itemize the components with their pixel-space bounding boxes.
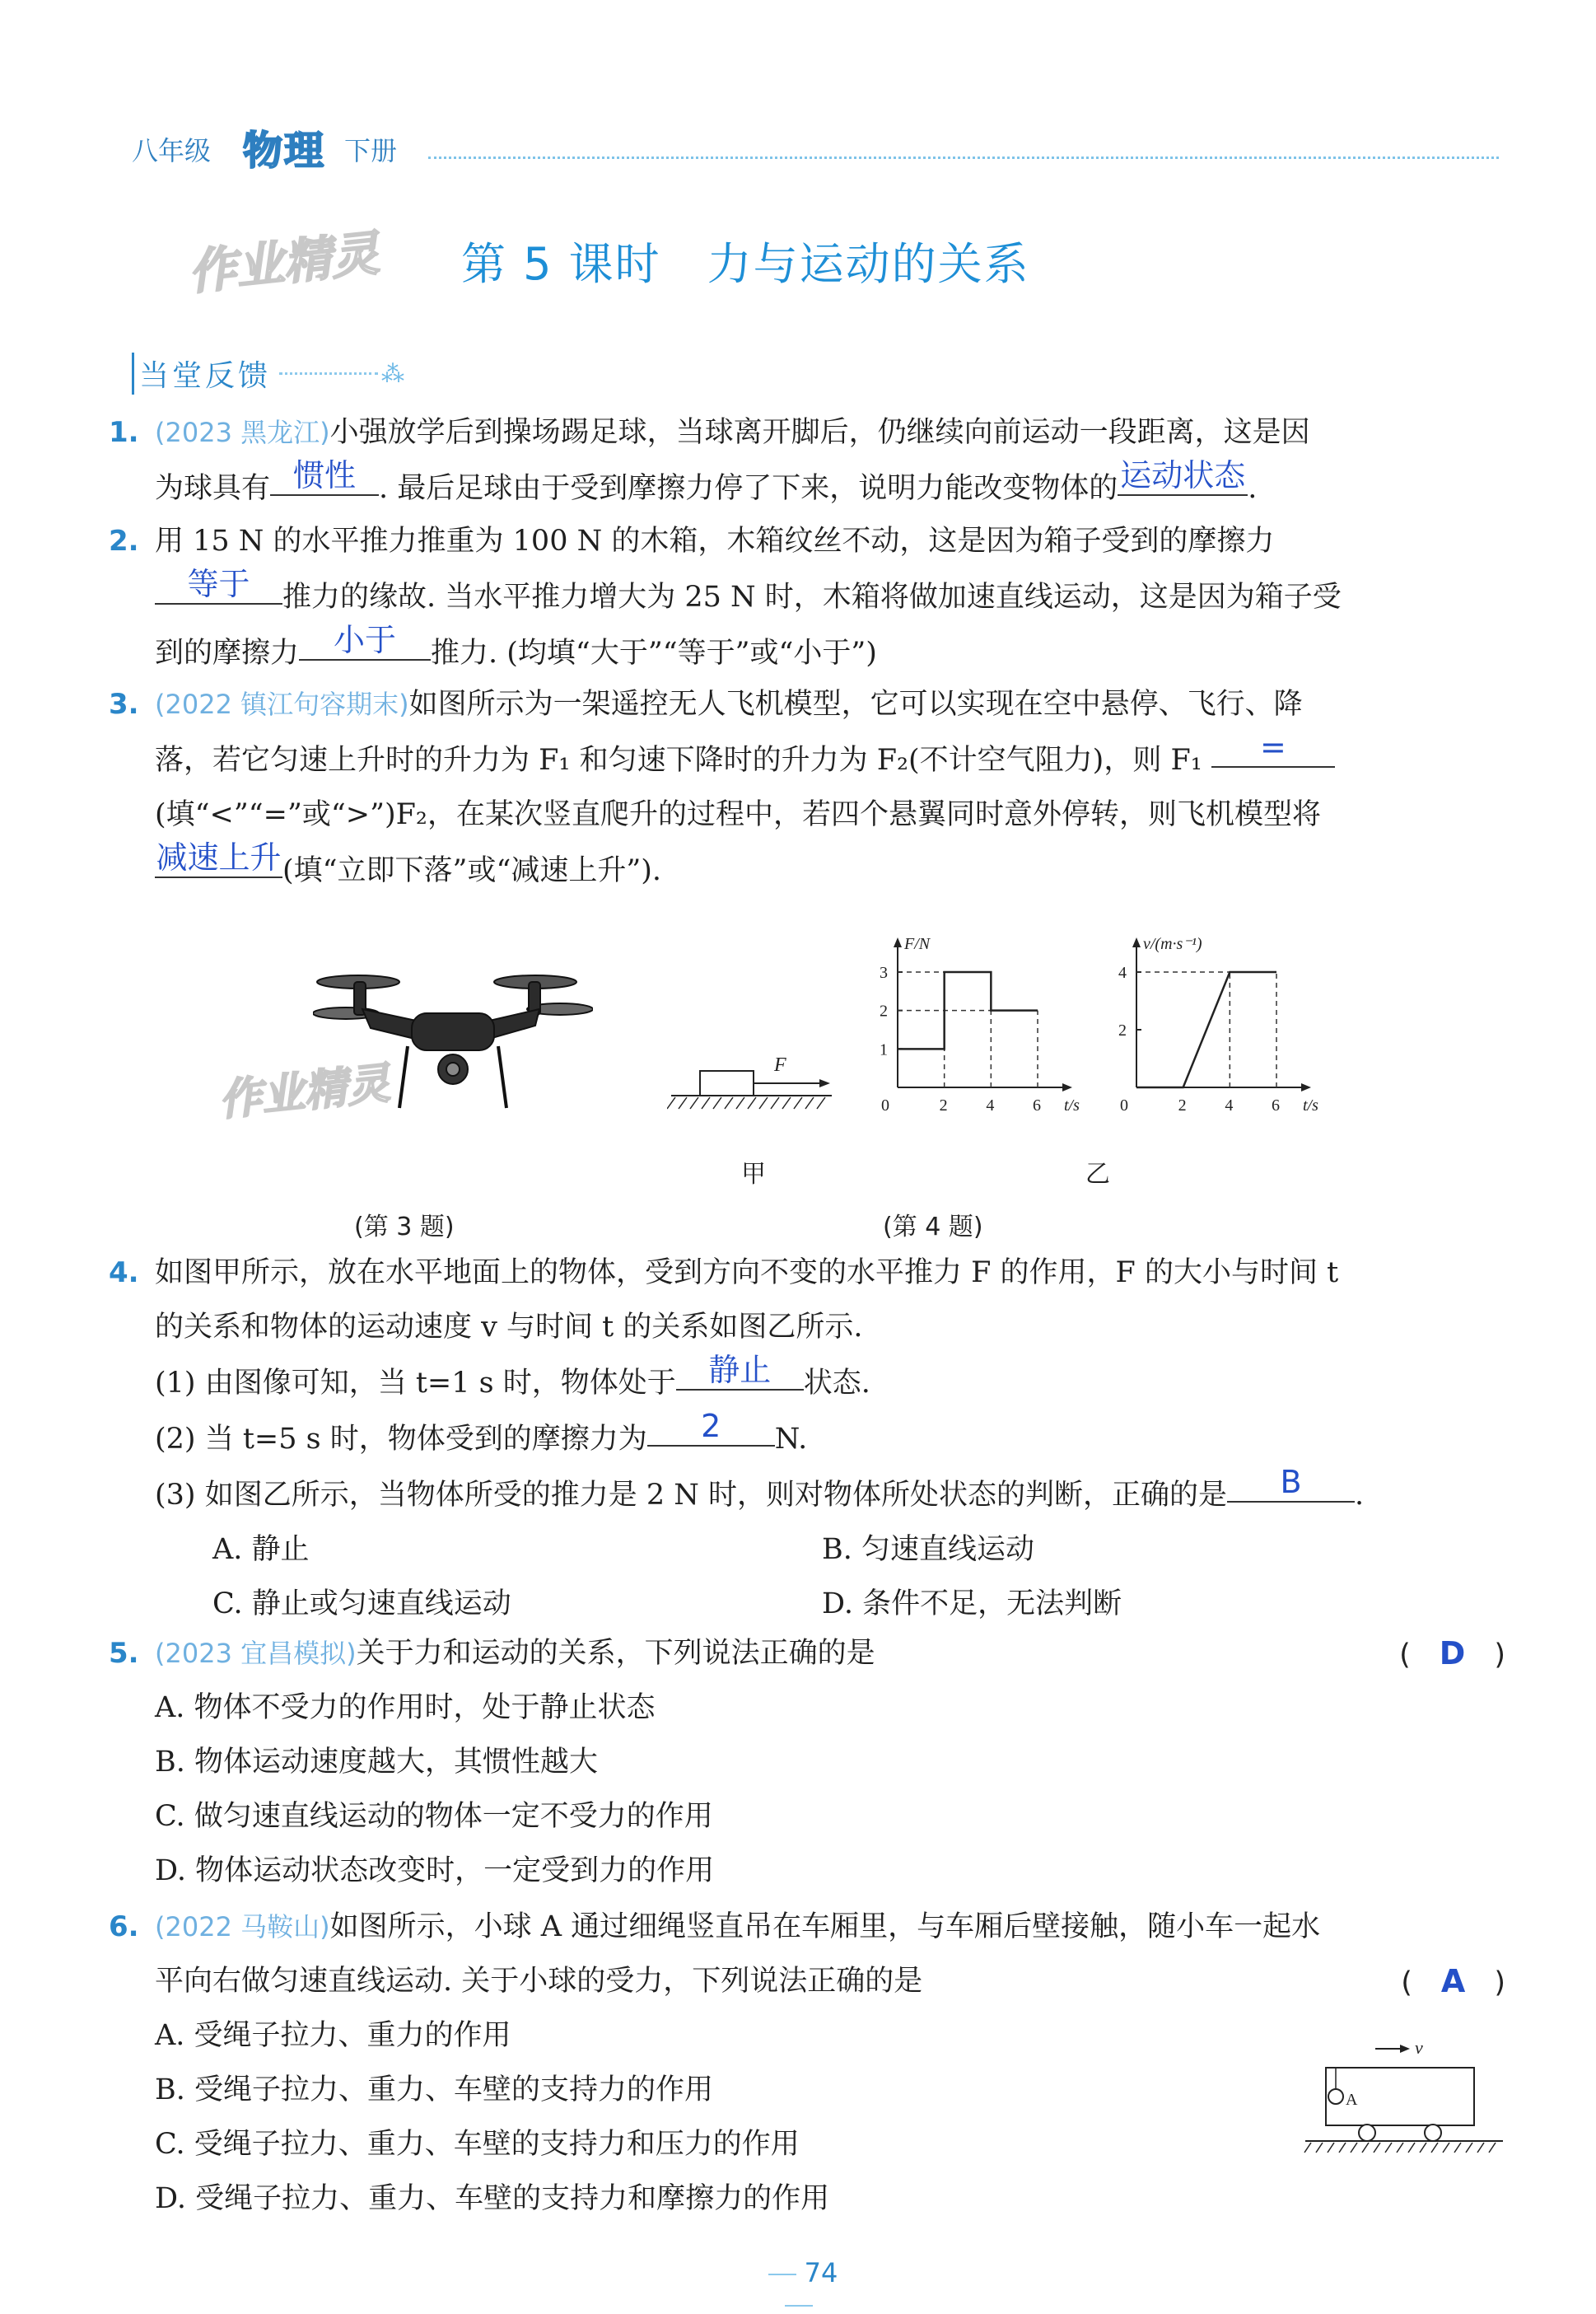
sub-question-text: (3) 如图乙所示，当物体所受的推力是 2 N 时，则对物体所处状态的判断，正确的是 xyxy=(155,1479,1227,1512)
x-tick-label: 2 xyxy=(1178,1096,1187,1115)
option-c: C. 受绳子拉力、重力、车壁的支持力和压力的作用 xyxy=(155,2128,800,2161)
sub-question-text: N. xyxy=(774,1423,808,1456)
x-tick-label: 4 xyxy=(986,1096,995,1115)
ground-hatching xyxy=(667,1097,825,1109)
question-number: 6. xyxy=(109,1910,139,1943)
answer-parentheses: ( A ) xyxy=(1401,1963,1505,1999)
header-subject: 物理 xyxy=(243,128,326,174)
velocity-label: v xyxy=(1415,2037,1423,2058)
answer-blank xyxy=(1227,1466,1355,1503)
section-label: 当堂反馈 xyxy=(132,353,271,395)
x-axis-label: t/s xyxy=(1303,1096,1318,1115)
wheel-right xyxy=(1425,2125,1441,2141)
arrowhead xyxy=(1400,2045,1410,2053)
sub-question-text: (1) 由图像可知，当 t=1 s 时，物体处于 xyxy=(155,1367,676,1400)
question-text: 的关系和物体的运动速度 v 与时间 t 的关系如图乙所示. xyxy=(155,1311,863,1344)
header-rule xyxy=(428,157,1499,159)
section-divider xyxy=(279,372,378,375)
question-text: 推力. (均填“大于”“等于”或“小于”) xyxy=(431,637,877,670)
y-axis-arrow xyxy=(1132,937,1141,947)
velocity-time-graph xyxy=(1095,923,1342,1120)
handwritten-answer: 2 xyxy=(701,1408,721,1444)
ball-label: A xyxy=(1346,2091,1358,2109)
answer-blank xyxy=(299,624,431,661)
choice-answer: D xyxy=(1439,1635,1466,1671)
question-text: 平向右做匀速直线运动. 关于小球的受力，下列说法正确的是 xyxy=(155,1965,923,1998)
answer-blank xyxy=(647,1410,775,1447)
question-4 xyxy=(109,1246,1505,1631)
answer-blank xyxy=(155,568,282,605)
watermark-figure: 作业精灵 xyxy=(217,1059,393,1126)
ground-hatching xyxy=(1304,2143,1496,2153)
block xyxy=(700,1071,754,1096)
handwritten-answer: 减速上升 xyxy=(156,839,282,876)
option-a: A. 物体不受力的作用时，处于静止状态 xyxy=(155,1691,656,1724)
force-label: F xyxy=(774,1054,786,1076)
question-5 xyxy=(109,1626,1505,1898)
sub-question-text: 状态. xyxy=(803,1367,870,1400)
question-source: (2023 黑龙江) xyxy=(155,417,330,448)
sub-question-text: . xyxy=(1354,1479,1365,1512)
option-b: B. 受绳子拉力、重力、车壁的支持力的作用 xyxy=(155,2073,713,2106)
page-number-text: 74 xyxy=(804,2257,838,2288)
x-tick-label: 4 xyxy=(1225,1096,1234,1115)
option-b: B. 匀速直线运动 xyxy=(822,1533,1034,1566)
force-time-graph xyxy=(856,923,1095,1120)
option-d: D. 条件不足，无法判断 xyxy=(822,1587,1122,1620)
y-axis-label: F/N xyxy=(904,935,931,953)
answer-blank xyxy=(270,457,379,496)
arrowhead xyxy=(819,1079,830,1087)
figure-caption-4: (第 4 题) xyxy=(883,1213,983,1241)
option-c: C. 做匀速直线运动的物体一定不受力的作用 xyxy=(155,1800,713,1833)
ball xyxy=(1328,2089,1343,2104)
option-d: D. 物体运动状态改变时，一定受到力的作用 xyxy=(155,1854,715,1887)
option-d: D. 受绳子拉力、重力、车壁的支持力和摩擦力的作用 xyxy=(155,2182,830,2215)
option-a: A. 受绳子拉力、重力的作用 xyxy=(155,2019,511,2052)
question-text: 推力的缘故. 当水平推力增大为 25 N 时，木箱将做加速直线运动，这是因为箱子受 xyxy=(282,581,1342,614)
y-tick-label: 2 xyxy=(1118,1021,1127,1040)
x-tick-label: 0 xyxy=(881,1096,889,1115)
page-number xyxy=(741,2257,856,2314)
x-tick-label: 6 xyxy=(1033,1096,1041,1115)
question-number: 3. xyxy=(109,688,139,721)
question-text: (填“立即下落”或“减速上升”). xyxy=(282,854,662,887)
question-text: 小强放学后到操场踢足球，当球离开脚后，仍继续向前运动一段距离，这是因 xyxy=(329,416,1310,449)
question-text: 如图所示，小球 A 通过细绳竖直吊在车厢里，与车厢后壁接触，随小车一起水 xyxy=(329,1910,1321,1943)
y-axis-arrow xyxy=(894,937,902,947)
x-tick-label: 2 xyxy=(939,1096,948,1115)
handwritten-answer: 运动状态 xyxy=(1120,457,1246,493)
y-tick-label: 1 xyxy=(880,1040,888,1059)
question-number: 5. xyxy=(109,1637,139,1670)
sub-question-text: (2) 当 t=5 s 时，物体受到的摩擦力为 xyxy=(155,1423,647,1456)
handwritten-answer: B xyxy=(1280,1464,1302,1500)
option-b: B. 物体运动速度越大，其惯性越大 xyxy=(155,1746,598,1779)
lesson-title: 第 5 课时 力与运动的关系 xyxy=(461,238,1030,290)
cart-diagram xyxy=(1301,2031,1507,2162)
page-header xyxy=(132,122,1499,174)
question-text: 如图甲所示，放在水平地面上的物体，受到方向不变的水平推力 F 的作用，F 的大小与时间 t xyxy=(155,1256,1339,1289)
x-axis-arrow xyxy=(1062,1083,1072,1092)
watermark-top: 作业精灵 xyxy=(185,225,382,301)
question-source: (2022 镇江句容期末) xyxy=(155,689,409,720)
question-2 xyxy=(109,514,1505,680)
question-text: 关于力和运动的关系，下列说法正确的是 xyxy=(356,1637,875,1670)
x-axis-arrow xyxy=(1301,1083,1311,1092)
question-text: . xyxy=(1248,472,1258,505)
option-a: A. 静止 xyxy=(212,1533,310,1566)
y-tick-label: 4 xyxy=(1118,964,1127,982)
question-text: . 最后足球由于受到摩擦力停了下来，说明力能改变物体的 xyxy=(379,472,1118,505)
figure-caption-3: (第 3 题) xyxy=(354,1213,455,1241)
data-line xyxy=(1136,972,1276,1087)
question-3 xyxy=(109,677,1505,898)
y-tick-label: 2 xyxy=(880,1002,888,1021)
question-number: 2. xyxy=(109,525,139,558)
question-text: 用 15 N 的水平推力推重为 100 N 的木箱，木箱纹丝不动，这是因为箱子受到的摩擦力 xyxy=(155,525,1275,558)
header-volume: 下册 xyxy=(344,135,398,166)
question-text: 到的摩擦力 xyxy=(155,637,300,670)
section-title xyxy=(132,353,404,395)
question-text: (填“<”“=”或“>”)F₂，在某次竖直爬升的过程中，若四个悬翼同时意外停转，则飞机模型将 xyxy=(155,798,1321,831)
option-c: C. 静止或匀速直线运动 xyxy=(212,1587,511,1620)
question-number: 4. xyxy=(109,1256,139,1289)
answer-blank xyxy=(1118,457,1248,496)
splash-icon: ⁂ xyxy=(381,360,405,387)
handwritten-answer: 小于 xyxy=(334,622,397,658)
answer-blank xyxy=(155,839,282,878)
y-tick-label: 3 xyxy=(880,964,888,982)
x-tick-label: 6 xyxy=(1272,1096,1280,1115)
question-text: 落，若它匀速上升时的升力为 F₁ 和匀速下降时的升力为 F₂(不计空气阻力)，则 F₁ xyxy=(155,744,1202,777)
answer-blank xyxy=(1211,729,1335,768)
block-on-ground-diagram xyxy=(667,1046,840,1120)
wheel-left xyxy=(1359,2125,1375,2141)
answer-parentheses: ( D ) xyxy=(1399,1635,1505,1671)
question-text: 如图所示为一架遥控无人飞机模型，它可以实现在空中悬停、飞行、降 xyxy=(408,688,1303,721)
y-axis-label: v/(m·s⁻¹) xyxy=(1143,935,1202,953)
handwritten-answer: = xyxy=(1259,729,1286,765)
x-axis-label: t/s xyxy=(1064,1096,1080,1115)
question-source: (2023 宜昌模拟) xyxy=(155,1638,357,1669)
question-number: 1. xyxy=(109,416,139,449)
x-tick-label: 0 xyxy=(1120,1096,1128,1115)
question-1 xyxy=(109,405,1505,516)
header-grade: 八年级 xyxy=(132,135,212,166)
handwritten-answer: 静止 xyxy=(708,1352,772,1388)
question-source: (2022 马鞍山) xyxy=(155,1911,330,1942)
figure-label-yi: 乙 xyxy=(1085,1160,1110,1189)
choice-answer: A xyxy=(1440,1963,1466,1999)
answer-blank xyxy=(676,1354,804,1391)
handwritten-answer: 等于 xyxy=(187,566,250,602)
handwritten-answer: 惯性 xyxy=(293,457,357,493)
figure-label-jia: 甲 xyxy=(741,1160,766,1189)
question-text: 为球具有 xyxy=(155,472,271,505)
